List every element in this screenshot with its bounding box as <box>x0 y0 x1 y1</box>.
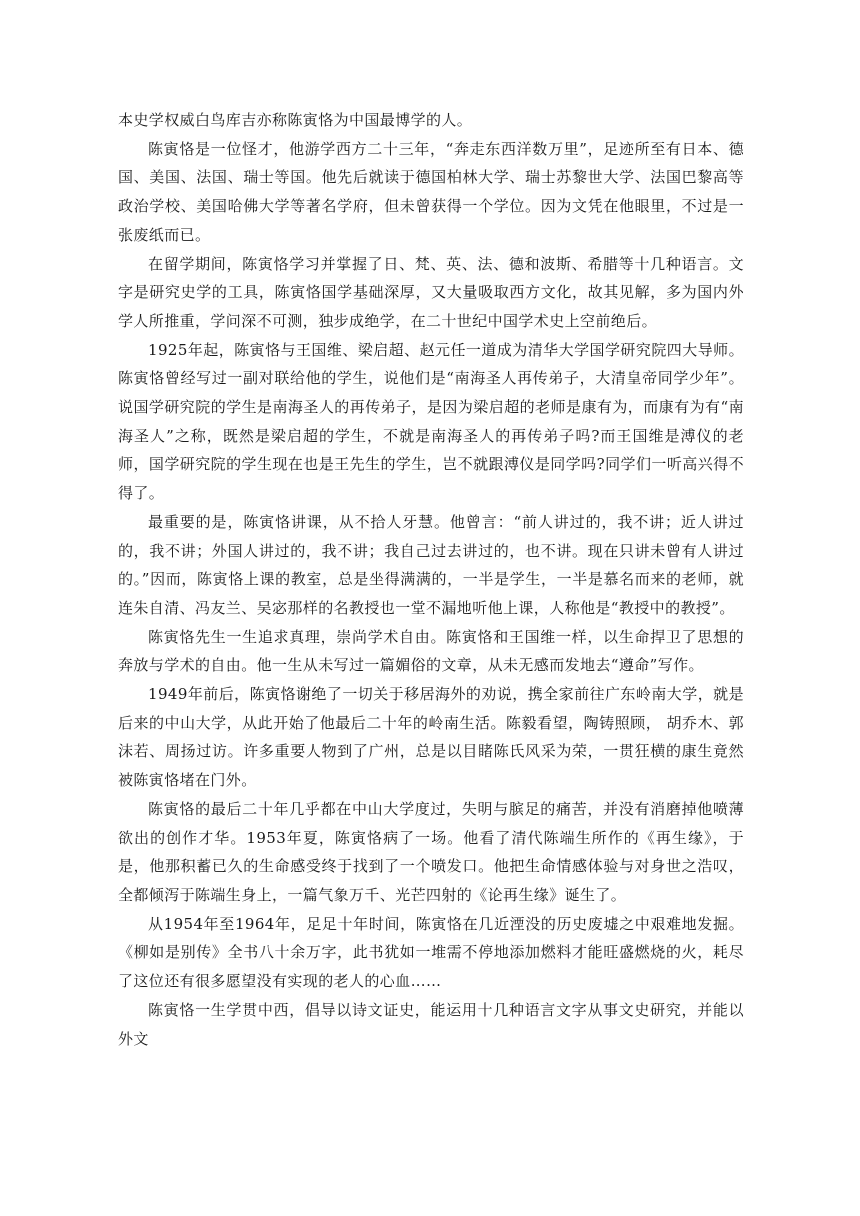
paragraph: 从1954年至1964年，足足十年时间，陈寅恪在几近湮没的历史废墟之中艰难地发掘。《柳如是别传》全书八十余万字，此书犹如一堆需不停地添加燃料才能旺盛燃烧的火，耗尽了这位还有很多愿望没有实现的老人的心血…… <box>118 914 744 991</box>
paragraph: 陈寅恪一生学贯中西，倡导以诗文证史，能运用十几种语言文字从事文史研究，并能以外文 <box>118 1000 744 1048</box>
paragraph: 1949年前后，陈寅恪谢绝了一切关于移居海外的劝说，携全家前往广东岭南大学，就是后来的中山大学，从此开始了他最后二十年的岭南生活。陈毅看望，陶铸照顾， 胡乔木、郭沫若、周扬过访。许多重要人物到了广州，总是以目睹陈氏风采为荣，一贯狂横的康生竟然被陈寅恪堵在门外。 <box>118 685 744 790</box>
paragraph: 1925年起，陈寅恪与王国维、梁启超、赵元任一道成为清华大学国学研究院四大导师。陈寅恪曾经写过一副对联给他的学生，说他们是“南海圣人再传弟子，大清皇帝同学少年”。说国学研究院的学生是南海圣人的再传弟子，是因为梁启超的老师是康有为，而康有为有“南海圣人”之称，既然是梁启超的学生，不就是南海圣人的再传弟子吗?而王国维是溥仪的老师，国学研究院的学生现在也是王先生的学生，岂不就跟溥仪是同学吗?同学们一听高兴得不得了。 <box>118 340 744 503</box>
paragraph: 陈寅恪先生一生追求真理，崇尚学术自由。陈寅恪和王国维一样，以生命捍卫了思想的奔放与学术的自由。他一生从未写过一篇媚俗的文章，从未无感而发地去“遵命”写作。 <box>118 627 744 675</box>
paragraph: 陈寅恪的最后二十年几乎都在中山大学度过，失明与膑足的痛苦，并没有消磨掉他喷薄欲出的创作才华。1953年夏，陈寅恪病了一场。他看了清代陈端生所作的《再生缘》，于是，他那积蓄已久的生命感受终于找到了一个喷发口。他把生命情感体验与对身世之浩叹，全都倾泻于陈端生身上，一篇气象万千、光芒四射的《论再生缘》诞生了。 <box>118 799 744 904</box>
paragraph: 在留学期间，陈寅恪学习并掌握了日、梵、英、法、德和波斯、希腊等十几种语言。文字是研究史学的工具，陈寅恪国学基础深厚，又大量吸取西方文化，故其见解，多为国内外学人所推重，学问深不可测，独步成绝学，在二十世纪中国学术史上空前绝后。 <box>118 254 744 330</box>
article-body <box>118 106 744 1053</box>
paragraph: 最重要的是，陈寅恪讲课，从不拾人牙慧。他曾言：“前人讲过的，我不讲；近人讲过的，我不讲；外国人讲过的，我不讲；我自己过去讲过的，也不讲。现在只讲未曾有人讲过的。”因而，陈寅恪上课的教室，总是坐得满满的，一半是学生，一半是慕名而来的老师，就连朱自清、冯友兰、吴宓那样的名教授也一堂不漏地听他上课，人称他是“教授中的教授”。 <box>118 512 744 617</box>
paragraph: 陈寅恪是一位怪才，他游学西方二十三年，“奔走东西洋数万里”，足迹所至有日本、德国、美国、法国、瑞士等国。他先后就读于德国柏林大学、瑞士苏黎世大学、法国巴黎高等政治学校、美国哈佛大学等著名学府，但未曾获得一个学位。因为文凭在他眼里，不过是一张废纸而已。 <box>118 139 744 244</box>
paragraph-continuation: 本史学权威白鸟库吉亦称陈寅恪为中国最博学的人。 <box>118 111 473 129</box>
